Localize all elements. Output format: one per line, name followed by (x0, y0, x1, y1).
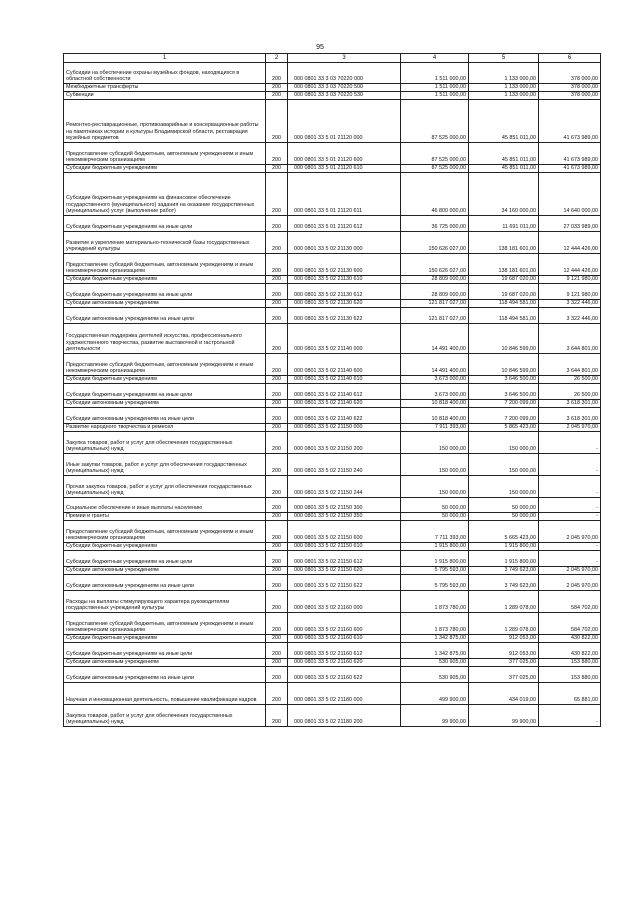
row-name: Межбюджетные трансферты (64, 84, 266, 92)
row-classification-code: 000 0801 33 5 02 21150 610 (288, 543, 401, 551)
row-unexecuted-amount: - (539, 705, 601, 727)
row-name: Предоставление субсидий бюджетным, автономным учреждениям и иным некоммерческим организациям (64, 354, 266, 376)
row-admin-code: 200 (266, 476, 288, 498)
row-name: Предоставление субсидий бюджетным, автономным учреждениям и иным некоммерческим организациям (64, 254, 266, 276)
table-row (64, 284, 601, 300)
row-approved-amount: 1 511 000,00 (401, 63, 469, 84)
row-name: Закупка товаров, работ и услуг для обеспечения государственных (муниципальных) нужд (64, 705, 266, 727)
row-name: Субсидии бюджетным учреждениям на иные цели (64, 643, 266, 659)
table-row (64, 543, 601, 551)
row-approved-amount: 150 000,00 (401, 454, 469, 476)
row-executed-amount: 1 289 078,00 (469, 613, 539, 635)
column-header: 5 (469, 54, 539, 63)
row-executed-amount: 434 019,00 (469, 683, 539, 705)
row-executed-amount: 138 181 601,00 (469, 232, 539, 254)
row-executed-amount: 45 851 011,00 (469, 100, 539, 143)
column-header: 1 (64, 54, 266, 63)
row-name: Субсидии бюджетным учреждениям на иные цели (64, 384, 266, 400)
row-admin-code: 200 (266, 643, 288, 659)
row-admin-code: 200 (266, 705, 288, 727)
table-row (64, 683, 601, 705)
row-executed-amount: 3 749 623,00 (469, 575, 539, 591)
table-row (64, 384, 601, 400)
row-unexecuted-amount: 430 822,00 (539, 635, 601, 643)
row-admin-code: 200 (266, 408, 288, 424)
row-executed-amount: 912 053,00 (469, 635, 539, 643)
row-executed-amount: 10 846 599,00 (469, 354, 539, 376)
row-admin-code: 200 (266, 432, 288, 454)
row-name: Субсидии бюджетным учреждениям (64, 276, 266, 284)
row-approved-amount: 7 911 393,00 (401, 424, 469, 432)
row-admin-code: 200 (266, 498, 288, 513)
row-name: Субсидии автономным учреждениям на иные цели (64, 667, 266, 683)
row-admin-code: 200 (266, 424, 288, 432)
row-classification-code: 000 0801 33 5 02 21140 612 (288, 384, 401, 400)
row-classification-code: 000 0801 33 5 02 21150 612 (288, 551, 401, 567)
table-row (64, 613, 601, 635)
row-classification-code: 000 0801 33 5 02 21150 200 (288, 432, 401, 454)
row-classification-code: 000 0801 33 5 02 21140 622 (288, 408, 401, 424)
row-classification-code: 000 0801 33 5 02 21130 000 (288, 232, 401, 254)
row-admin-code: 200 (266, 400, 288, 408)
row-approved-amount: 3 673 000,00 (401, 384, 469, 400)
table-row (64, 92, 601, 100)
row-unexecuted-amount: 9 121 980,00 (539, 276, 601, 284)
row-approved-amount: 121 817 027,00 (401, 300, 469, 308)
row-executed-amount: 1 133 000,00 (469, 92, 539, 100)
row-approved-amount: 10 818 400,00 (401, 400, 469, 408)
table-row (64, 575, 601, 591)
row-approved-amount: 1 342 875,00 (401, 635, 469, 643)
table-row (64, 705, 601, 727)
row-approved-amount: 1 873 780,00 (401, 591, 469, 613)
row-executed-amount: 7 200 099,00 (469, 408, 539, 424)
row-unexecuted-amount: - (539, 432, 601, 454)
row-executed-amount: 1 915 800,00 (469, 551, 539, 567)
row-executed-amount: 99 900,00 (469, 705, 539, 727)
row-unexecuted-amount: 41 673 989,00 (539, 100, 601, 143)
row-admin-code: 200 (266, 384, 288, 400)
row-approved-amount: 1 511 000,00 (401, 84, 469, 92)
row-executed-amount: 3 646 500,00 (469, 376, 539, 384)
row-classification-code: 000 0801 33 5 02 21180 200 (288, 705, 401, 727)
row-classification-code: 000 0801 33 5 02 21130 610 (288, 276, 401, 284)
row-unexecuted-amount: 14 640 000,00 (539, 173, 601, 216)
row-executed-amount: 19 687 020,00 (469, 276, 539, 284)
row-unexecuted-amount: 3 618 301,00 (539, 400, 601, 408)
row-approved-amount: 150 000,00 (401, 432, 469, 454)
row-name: Субсидии бюджетным учреждениям (64, 635, 266, 643)
row-admin-code: 200 (266, 165, 288, 173)
table-row (64, 308, 601, 324)
row-approved-amount: 5 795 593,00 (401, 575, 469, 591)
row-admin-code: 200 (266, 63, 288, 84)
table-row (64, 400, 601, 408)
row-name: Ремонтно-реставрационные, противоаварийные и консервационные работы на памятниках истории и культуры Владимирской области, реставрация музейных предметов (64, 100, 266, 143)
row-executed-amount: 1 133 000,00 (469, 63, 539, 84)
column-header: 2 (266, 54, 288, 63)
row-admin-code: 200 (266, 551, 288, 567)
row-executed-amount: 118 494 581,00 (469, 308, 539, 324)
row-classification-code: 000 0801 33 5 02 21160 612 (288, 643, 401, 659)
row-unexecuted-amount: 26 500,00 (539, 376, 601, 384)
row-name: Предоставление субсидий бюджетным, автономным учреждениям и иным некоммерческим организациям (64, 613, 266, 635)
row-approved-amount: 46 800 000,00 (401, 173, 469, 216)
row-name: Научная и инновационная деятельность, повышение квалификации кадров (64, 683, 266, 705)
row-executed-amount: 3 646 500,00 (469, 384, 539, 400)
row-admin-code: 200 (266, 254, 288, 276)
row-classification-code: 000 0801 33 5 02 21130 622 (288, 308, 401, 324)
column-header: 6 (539, 54, 601, 63)
row-approved-amount: 36 725 000,00 (401, 216, 469, 232)
row-unexecuted-amount: 41 673 989,00 (539, 165, 601, 173)
row-classification-code: 000 0801 33 5 02 21150 600 (288, 521, 401, 543)
row-approved-amount: 530 905,00 (401, 667, 469, 683)
row-name: Субсидии бюджетным учреждениям на иные цели (64, 284, 266, 300)
row-admin-code: 200 (266, 300, 288, 308)
row-name: Иные закупки товаров, работ и услуг для обеспечения государственных (муниципальных) нужд (64, 454, 266, 476)
table-row (64, 276, 601, 284)
table-row (64, 254, 601, 276)
row-executed-amount: 45 851 011,00 (469, 165, 539, 173)
row-executed-amount: 7 200 099,00 (469, 400, 539, 408)
row-unexecuted-amount: - (539, 454, 601, 476)
row-classification-code: 000 0801 33 5 02 21150 350 (288, 513, 401, 521)
row-name: Субсидии на обеспечение охраны музейных фондов, находящихся в областной собственности (64, 63, 266, 84)
row-classification-code: 000 0801 33 3 03 70220 500 (288, 84, 401, 92)
row-approved-amount: 499 900,00 (401, 683, 469, 705)
table-row (64, 63, 601, 84)
row-unexecuted-amount: - (539, 513, 601, 521)
row-executed-amount: 912 053,00 (469, 643, 539, 659)
row-name: Государственная поддержка деятелей искусства, профессионального художественного творчества, развитие выставочной и гастрольной деятельности (64, 324, 266, 354)
row-unexecuted-amount: 3 618 301,00 (539, 408, 601, 424)
row-executed-amount: 1 289 078,00 (469, 591, 539, 613)
row-approved-amount: 1 915 800,00 (401, 551, 469, 567)
row-name: Развитие и укрепление материально-технической базы государственных учреждений культуры (64, 232, 266, 254)
row-classification-code: 000 0801 33 5 02 21140 610 (288, 376, 401, 384)
row-admin-code: 200 (266, 276, 288, 284)
row-approved-amount: 3 673 000,00 (401, 376, 469, 384)
row-classification-code: 000 0801 33 5 02 21130 620 (288, 300, 401, 308)
row-admin-code: 200 (266, 308, 288, 324)
row-classification-code: 000 0801 33 5 02 21150 240 (288, 454, 401, 476)
row-admin-code: 200 (266, 216, 288, 232)
row-admin-code: 200 (266, 376, 288, 384)
row-classification-code: 000 0801 33 5 02 21130 600 (288, 254, 401, 276)
row-unexecuted-amount: 27 033 989,00 (539, 216, 601, 232)
row-admin-code: 200 (266, 232, 288, 254)
row-approved-amount: 7 711 393,00 (401, 521, 469, 543)
row-name: Субсидии автономным учреждениям на иные цели (64, 308, 266, 324)
row-executed-amount: 377 025,00 (469, 659, 539, 667)
table-row (64, 354, 601, 376)
row-classification-code: 000 0801 33 3 03 70220 530 (288, 92, 401, 100)
row-name: Развитие народного творчества и ремесел (64, 424, 266, 432)
row-approved-amount: 1 511 000,00 (401, 92, 469, 100)
table-row (64, 165, 601, 173)
row-unexecuted-amount: 12 444 426,00 (539, 254, 601, 276)
row-unexecuted-amount: 9 121 980,00 (539, 284, 601, 300)
row-name: Расходы на выплаты стимулирующего характера руководителям государственных учреждений культуры (64, 591, 266, 613)
row-unexecuted-amount: 378 000,00 (539, 92, 601, 100)
row-approved-amount: 150 626 027,00 (401, 254, 469, 276)
page-number: 95 (316, 44, 324, 51)
row-unexecuted-amount: 3 322 446,00 (539, 308, 601, 324)
row-admin-code: 200 (266, 100, 288, 143)
row-unexecuted-amount: 153 880,00 (539, 659, 601, 667)
row-approved-amount: 5 795 593,00 (401, 567, 469, 575)
row-approved-amount: 1 915 800,00 (401, 543, 469, 551)
row-approved-amount: 87 525 000,00 (401, 143, 469, 165)
row-admin-code: 200 (266, 354, 288, 376)
row-unexecuted-amount: 65 881,00 (539, 683, 601, 705)
column-header: 4 (401, 54, 469, 63)
table-row (64, 667, 601, 683)
row-classification-code: 000 0801 33 5 02 21160 610 (288, 635, 401, 643)
row-classification-code: 000 0801 33 5 02 21140 600 (288, 354, 401, 376)
row-name: Предоставление субсидий бюджетным, автономным учреждениям и иным некоммерческим организациям (64, 521, 266, 543)
table-row (64, 432, 601, 454)
column-header: 3 (288, 54, 401, 63)
row-approved-amount: 150 626 027,00 (401, 232, 469, 254)
row-name: Субсидии бюджетным учреждениям на финансовое обеспечение государственного (муниципального) задания на оказание государственных (муниципальных) услуг (выполнение работ) (64, 173, 266, 216)
row-executed-amount: 3 749 623,00 (469, 567, 539, 575)
row-unexecuted-amount: 3 322 446,00 (539, 300, 601, 308)
table-row (64, 659, 601, 667)
row-unexecuted-amount: 2 045 970,00 (539, 575, 601, 591)
row-executed-amount: 1 133 000,00 (469, 84, 539, 92)
row-classification-code: 000 0801 33 5 02 21160 620 (288, 659, 401, 667)
table-row (64, 567, 601, 575)
row-approved-amount: 50 000,00 (401, 498, 469, 513)
table-row (64, 476, 601, 498)
row-approved-amount: 121 817 027,00 (401, 308, 469, 324)
row-executed-amount: 5 665 423,00 (469, 521, 539, 543)
row-approved-amount: 10 818 400,00 (401, 408, 469, 424)
budget-execution-table (63, 53, 601, 727)
row-executed-amount: 150 000,00 (469, 454, 539, 476)
row-approved-amount: 50 000,00 (401, 513, 469, 521)
table-row (64, 300, 601, 308)
row-name: Субсидии бюджетным учреждениям (64, 376, 266, 384)
row-name: Субвенции (64, 92, 266, 100)
row-approved-amount: 14 491 400,00 (401, 354, 469, 376)
row-approved-amount: 87 525 000,00 (401, 100, 469, 143)
row-classification-code: 000 0801 33 5 01 21120 000 (288, 100, 401, 143)
row-classification-code: 000 0801 33 5 02 21150 620 (288, 567, 401, 575)
row-name: Субсидии автономным учреждениям (64, 400, 266, 408)
row-approved-amount: 530 905,00 (401, 659, 469, 667)
row-approved-amount: 28 809 000,00 (401, 284, 469, 300)
row-name: Закупка товаров, работ и услуг для обеспечения государственных (муниципальных) нужд (64, 432, 266, 454)
row-classification-code: 000 0801 33 5 02 21160 600 (288, 613, 401, 635)
row-classification-code: 000 0801 33 5 02 21160 622 (288, 667, 401, 683)
row-unexecuted-amount: 2 045 970,00 (539, 424, 601, 432)
row-executed-amount: 377 025,00 (469, 667, 539, 683)
row-unexecuted-amount: 378 000,00 (539, 84, 601, 92)
row-unexecuted-amount: 26 500,00 (539, 384, 601, 400)
row-unexecuted-amount: 12 444 426,00 (539, 232, 601, 254)
row-classification-code: 000 0801 33 5 02 21160 000 (288, 591, 401, 613)
table-row (64, 551, 601, 567)
row-admin-code: 200 (266, 683, 288, 705)
row-name: Субсидии бюджетным учреждениям на иные цели (64, 216, 266, 232)
row-name: Субсидии автономным учреждениям (64, 300, 266, 308)
row-unexecuted-amount: - (539, 476, 601, 498)
row-admin-code: 200 (266, 513, 288, 521)
row-classification-code: 000 0801 33 5 01 21120 610 (288, 165, 401, 173)
row-admin-code: 200 (266, 521, 288, 543)
row-unexecuted-amount: 41 673 989,00 (539, 143, 601, 165)
row-classification-code: 000 0801 33 5 02 21150 300 (288, 498, 401, 513)
row-admin-code: 200 (266, 284, 288, 300)
row-name: Предоставление субсидий бюджетным, автономным учреждениям и иным некоммерческим организациям (64, 143, 266, 165)
row-unexecuted-amount: 584 702,00 (539, 591, 601, 613)
row-executed-amount: 50 000,00 (469, 513, 539, 521)
row-classification-code: 000 0801 33 5 02 21150 622 (288, 575, 401, 591)
row-executed-amount: 11 691 011,00 (469, 216, 539, 232)
table-row (64, 143, 601, 165)
row-name: Субсидии бюджетным учреждениям (64, 543, 266, 551)
row-unexecuted-amount: - (539, 543, 601, 551)
row-approved-amount: 87 525 000,00 (401, 165, 469, 173)
row-unexecuted-amount: 2 045 970,00 (539, 521, 601, 543)
row-executed-amount: 1 915 800,00 (469, 543, 539, 551)
row-unexecuted-amount: 3 644 801,00 (539, 354, 601, 376)
row-approved-amount: 14 491 400,00 (401, 324, 469, 354)
table-row (64, 513, 601, 521)
row-executed-amount: 10 846 599,00 (469, 324, 539, 354)
row-executed-amount: 45 851 011,00 (469, 143, 539, 165)
row-classification-code: 000 0801 33 5 02 21150 244 (288, 476, 401, 498)
row-admin-code: 200 (266, 454, 288, 476)
row-unexecuted-amount: 2 045 970,00 (539, 567, 601, 575)
row-executed-amount: 150 000,00 (469, 432, 539, 454)
table-row (64, 84, 601, 92)
table-row (64, 232, 601, 254)
row-unexecuted-amount: 153 880,00 (539, 667, 601, 683)
row-executed-amount: 118 494 581,00 (469, 300, 539, 308)
table-row (64, 424, 601, 432)
table-row (64, 408, 601, 424)
table-row (64, 591, 601, 613)
row-admin-code: 200 (266, 543, 288, 551)
row-name: Социальное обеспечение и иные выплаты населению (64, 498, 266, 513)
row-name: Субсидии автономным учреждениям (64, 659, 266, 667)
row-approved-amount: 99 900,00 (401, 705, 469, 727)
row-admin-code: 200 (266, 667, 288, 683)
table-row (64, 173, 601, 216)
row-approved-amount: 1 342 875,00 (401, 643, 469, 659)
table-row (64, 643, 601, 659)
row-name: Субсидии автономным учреждениям на иные цели (64, 575, 266, 591)
row-classification-code: 000 0801 33 3 03 70220 000 (288, 63, 401, 84)
row-approved-amount: 1 873 780,00 (401, 613, 469, 635)
row-classification-code: 000 0801 33 5 02 21180 000 (288, 683, 401, 705)
row-admin-code: 200 (266, 173, 288, 216)
table-row (64, 100, 601, 143)
row-admin-code: 200 (266, 635, 288, 643)
row-classification-code: 000 0801 33 5 02 21150 000 (288, 424, 401, 432)
row-executed-amount: 19 687 020,00 (469, 284, 539, 300)
row-name: Субсидии бюджетным учреждениям (64, 165, 266, 173)
row-name: Субсидии автономным учреждениям на иные цели (64, 408, 266, 424)
row-admin-code: 200 (266, 591, 288, 613)
row-approved-amount: 150 000,00 (401, 476, 469, 498)
row-classification-code: 000 0801 33 5 01 21120 611 (288, 173, 401, 216)
row-name: Премии и гранты (64, 513, 266, 521)
row-unexecuted-amount: 584 702,00 (539, 613, 601, 635)
row-name: Прочая закупка товаров, работ и услуг для обеспечения государственных (муниципальных) нужд (64, 476, 266, 498)
row-executed-amount: 50 000,00 (469, 498, 539, 513)
row-approved-amount: 28 809 000,00 (401, 276, 469, 284)
table-row (64, 635, 601, 643)
row-classification-code: 000 0801 33 5 02 21140 620 (288, 400, 401, 408)
row-classification-code: 000 0801 33 5 01 21120 600 (288, 143, 401, 165)
row-executed-amount: 5 865 423,00 (469, 424, 539, 432)
table-row (64, 498, 601, 513)
row-executed-amount: 150 000,00 (469, 476, 539, 498)
row-admin-code: 200 (266, 613, 288, 635)
row-executed-amount: 34 160 000,00 (469, 173, 539, 216)
row-executed-amount: 138 181 601,00 (469, 254, 539, 276)
row-unexecuted-amount: 378 000,00 (539, 63, 601, 84)
row-classification-code: 000 0801 33 5 01 21120 612 (288, 216, 401, 232)
row-unexecuted-amount: - (539, 551, 601, 567)
row-admin-code: 200 (266, 567, 288, 575)
row-admin-code: 200 (266, 575, 288, 591)
row-admin-code: 200 (266, 659, 288, 667)
row-admin-code: 200 (266, 143, 288, 165)
row-name: Субсидии автономным учреждениям (64, 567, 266, 575)
table-row (64, 454, 601, 476)
table-row (64, 376, 601, 384)
column-number-header-row (64, 54, 601, 63)
table-row (64, 216, 601, 232)
row-admin-code: 200 (266, 92, 288, 100)
table-row (64, 521, 601, 543)
table-row (64, 324, 601, 354)
row-unexecuted-amount: 3 644 801,00 (539, 324, 601, 354)
row-classification-code: 000 0801 33 5 02 21130 612 (288, 284, 401, 300)
row-classification-code: 000 0801 33 5 02 21140 000 (288, 324, 401, 354)
row-unexecuted-amount: 430 822,00 (539, 643, 601, 659)
row-name: Субсидии бюджетным учреждениям на иные цели (64, 551, 266, 567)
row-unexecuted-amount: - (539, 498, 601, 513)
row-admin-code: 200 (266, 324, 288, 354)
row-admin-code: 200 (266, 84, 288, 92)
